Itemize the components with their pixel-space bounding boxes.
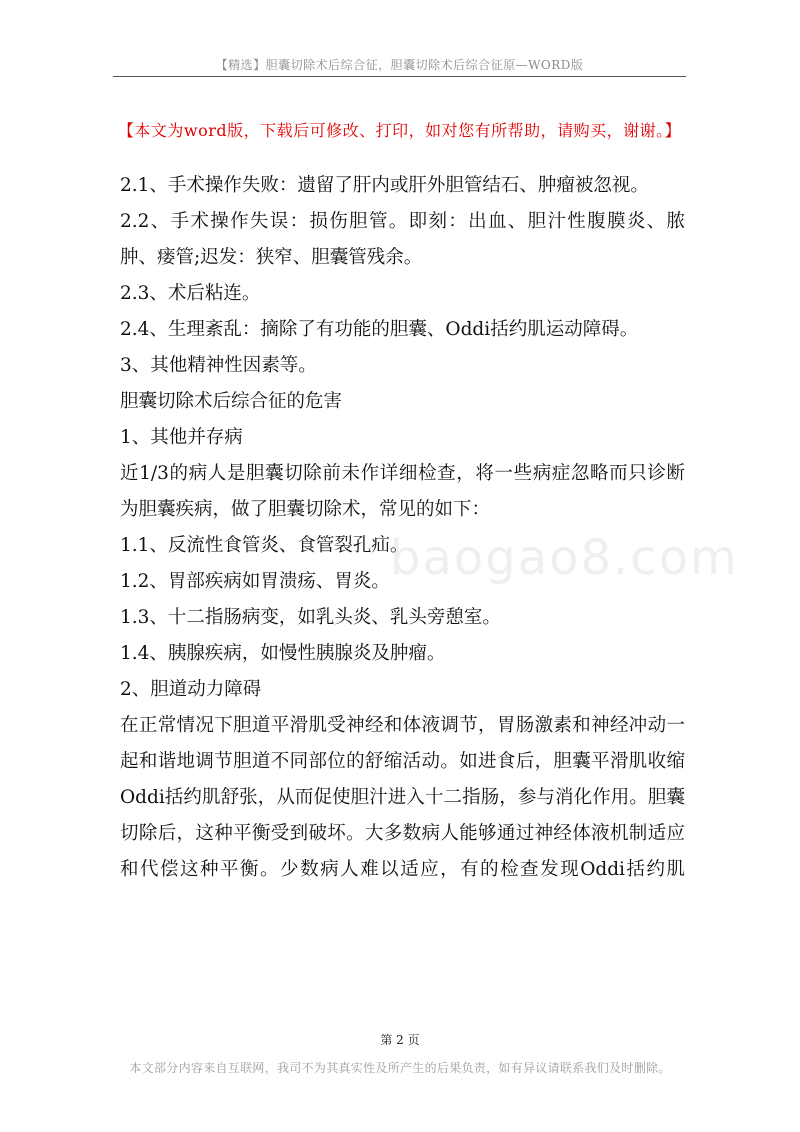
paragraph-1-1: 1.1、反流性食管炎、食管裂孔疝。 bbox=[120, 535, 409, 556]
download-notice: 【本文为word版，下载后可修改、打印，如对您有所帮助，请购买，谢谢。】 bbox=[117, 121, 682, 140]
page-header: 【精选】胆囊切除术后综合征，胆囊切除术后综合征原—WORD版 bbox=[215, 58, 584, 72]
paragraph-3: 3、其他精神性因素等。 bbox=[120, 355, 317, 376]
section-heading-hazards: 胆囊切除术后综合征的危害 bbox=[120, 391, 343, 412]
paragraph-2-4: 2.4、生理紊乱：摘除了有功能的胆囊、Oddi括约肌运动障碍。 bbox=[120, 319, 639, 340]
paragraph-normal-conditions: 在正常情况下胆道平滑肌受神经和体液调节，胃肠激素和神经冲动一起和谐地调节胆道不同部位的舒缩活动。如进食后，胆囊平滑肌收缩Oddi括约肌舒张，从而促使胆汁进入十二指肠，参与消化作用。胆囊切除后，这种平衡受到破坏。大多数病人能够通过神经体液机制适应和代偿这种平衡。少数病人难以适应，有的检查发现Oddi括约肌 bbox=[120, 715, 685, 880]
paragraph-2-2: 2.2、手术操作失误：损伤胆管。即刻：出血、胆汁性腹膜炎、脓肿、瘘管;迟发：狭窄、胆囊管残余。 bbox=[120, 211, 685, 268]
paragraph-2-3: 2.3、术后粘连。 bbox=[120, 283, 261, 304]
paragraph-1-4: 1.4、胰腺疾病，如慢性胰腺炎及肿瘤。 bbox=[120, 643, 446, 664]
paragraph-one-third: 近1/3的病人是胆囊切除前未作详细检查，将一些病症忽略而只诊断为胆囊疾病，做了胆囊切除术，常见的如下： bbox=[120, 463, 685, 520]
header-divider bbox=[113, 76, 686, 77]
subheading-other-diseases: 1、其他并存病 bbox=[120, 427, 243, 448]
watermark: baogao8.com bbox=[390, 530, 739, 586]
subheading-biliary-dyskinesia: 2、胆道动力障碍 bbox=[120, 679, 262, 700]
document-body bbox=[120, 168, 685, 888]
paragraph-2-1: 2.1、手术操作失败：遗留了肝内或肝外胆管结石、肿瘤被忽视。 bbox=[120, 175, 649, 196]
page-footer: 本文部分内容来自互联网，我司不为其真实性及所产生的后果负责，如有异议请联系我们及时删除。 bbox=[129, 1061, 671, 1075]
paragraph-1-2: 1.2、胃部疾病如胃溃疡、胃炎。 bbox=[120, 571, 390, 592]
page-number: 第 2 页 bbox=[380, 1033, 420, 1047]
paragraph-1-3: 1.3、十二指肠病变，如乳头炎、乳头旁憩室。 bbox=[120, 607, 501, 628]
